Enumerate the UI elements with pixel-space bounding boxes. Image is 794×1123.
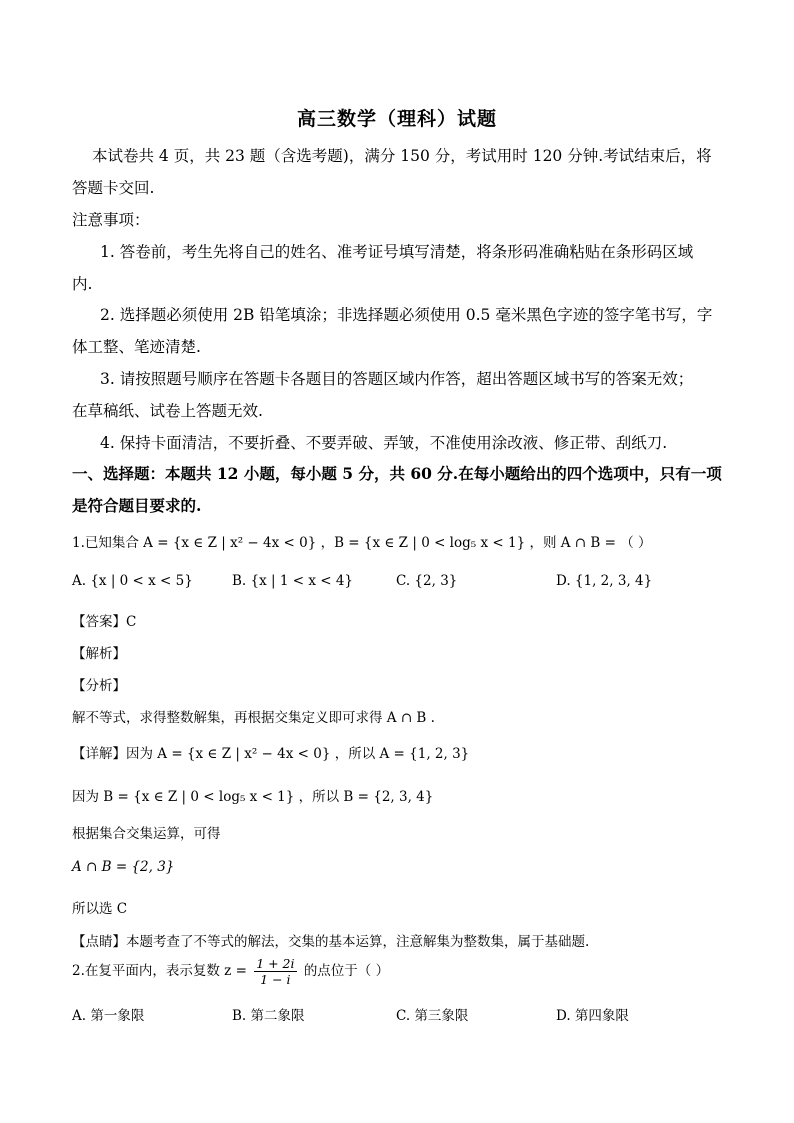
note-item-2-cont: 体工整、笔迹清楚. bbox=[72, 338, 201, 356]
intro-line-2: 答题卡交回. bbox=[72, 179, 155, 197]
question-1-detail-2: 因为 B = {x ∈ Z | 0 < log₅ x < 1} ，所以 B = {2, 3, 4} bbox=[72, 789, 434, 805]
section-heading-line-1: 一、选择题：本题共 12 小题，每小题 5 分，共 60 分.在每小题给出的四个选项中，只有一项 bbox=[72, 464, 722, 483]
question-2-fraction-denominator: 1 − i bbox=[260, 972, 291, 987]
question-2-fraction bbox=[254, 956, 296, 987]
question-1-option-d: D. {1, 2, 3, 4} bbox=[556, 573, 653, 589]
question-1-option-a: A. {x | 0 < x < 5} bbox=[72, 573, 193, 589]
question-2-stem bbox=[72, 956, 389, 987]
question-2-stem-pre: 2.在复平面内，表示复数 z = bbox=[72, 963, 247, 979]
note-item-1: 1. 答卷前，考生先将自己的姓名、准考证号填写清楚，将条形码准确粘贴在条形码区域 bbox=[100, 243, 694, 261]
note-item-2: 2. 选择题必须使用 2B 铅笔填涂；非选择题必须使用 0.5 毫米黑色字迹的签字笔书写，字 bbox=[100, 306, 713, 324]
notes-heading: 注意事项： bbox=[72, 211, 150, 229]
question-1-detail-4: A ∩ B = {2, 3} bbox=[72, 859, 175, 875]
question-1-stem: 1.已知集合 A = {x ∈ Z | x² − 4x < 0} ，B = {x ∈ Z | 0 < log₅ x < 1} ，则 A ∩ B = （ ） bbox=[72, 535, 652, 551]
question-2-option-a: A. 第一象限 bbox=[72, 1008, 145, 1024]
question-2-option-c: C. 第三象限 bbox=[396, 1008, 469, 1024]
question-1-dianjing: 【点睛】本题考查了不等式的解法，交集的基本运算，注意解集为整数集，属于基础题. bbox=[72, 934, 590, 950]
question-1-detail-3: 根据集合交集运算，可得 bbox=[72, 826, 221, 842]
intro-line-1: 本试卷共 4 页，共 23 题（含选考题)，满分 150 分，考试用时 120 分钟.考试结束后，将 bbox=[92, 147, 712, 165]
question-1-detail-5: 所以选 C bbox=[72, 901, 128, 917]
note-item-1-cont: 内. bbox=[72, 275, 93, 293]
question-1-answer: 【答案】C bbox=[72, 614, 137, 630]
question-2-stem-post: 的点位于（ ） bbox=[303, 963, 390, 979]
page-title: 高三数学（理科）试题 bbox=[296, 108, 497, 130]
section-heading-line-2: 是符合题目要求的. bbox=[72, 496, 202, 515]
question-1-option-b: B. {x | 1 < x < 4} bbox=[232, 573, 354, 589]
question-2-option-b: B. 第二象限 bbox=[232, 1008, 305, 1024]
note-item-3: 3. 请按照题号顺序在答题卡各题目的答题区域内作答，超出答题区域书写的答案无效； bbox=[100, 370, 694, 388]
question-1-detail-1: 【详解】因为 A = {x ∈ Z | x² − 4x < 0} ，所以 A = {1, 2, 3} bbox=[72, 746, 470, 762]
question-1-jiexi-label: 【解析】 bbox=[72, 646, 126, 662]
question-1-fenxi-label: 【分析】 bbox=[72, 678, 126, 694]
question-1-option-c: C. {2, 3} bbox=[396, 573, 458, 589]
question-2-option-d: D. 第四象限 bbox=[556, 1008, 629, 1024]
question-2-fraction-numerator: 1 + 2i bbox=[256, 956, 295, 971]
note-item-4: 4. 保持卡面清洁，不要折叠、不要弄破、弄皱，不准使用涂改液、修正带、刮纸刀. bbox=[100, 434, 668, 452]
question-1-fenxi-text: 解不等式，求得整数解集，再根据交集定义即可求得 A ∩ B . bbox=[72, 710, 435, 726]
note-item-3-cont: 在草稿纸、试卷上答题无效. bbox=[72, 402, 263, 420]
